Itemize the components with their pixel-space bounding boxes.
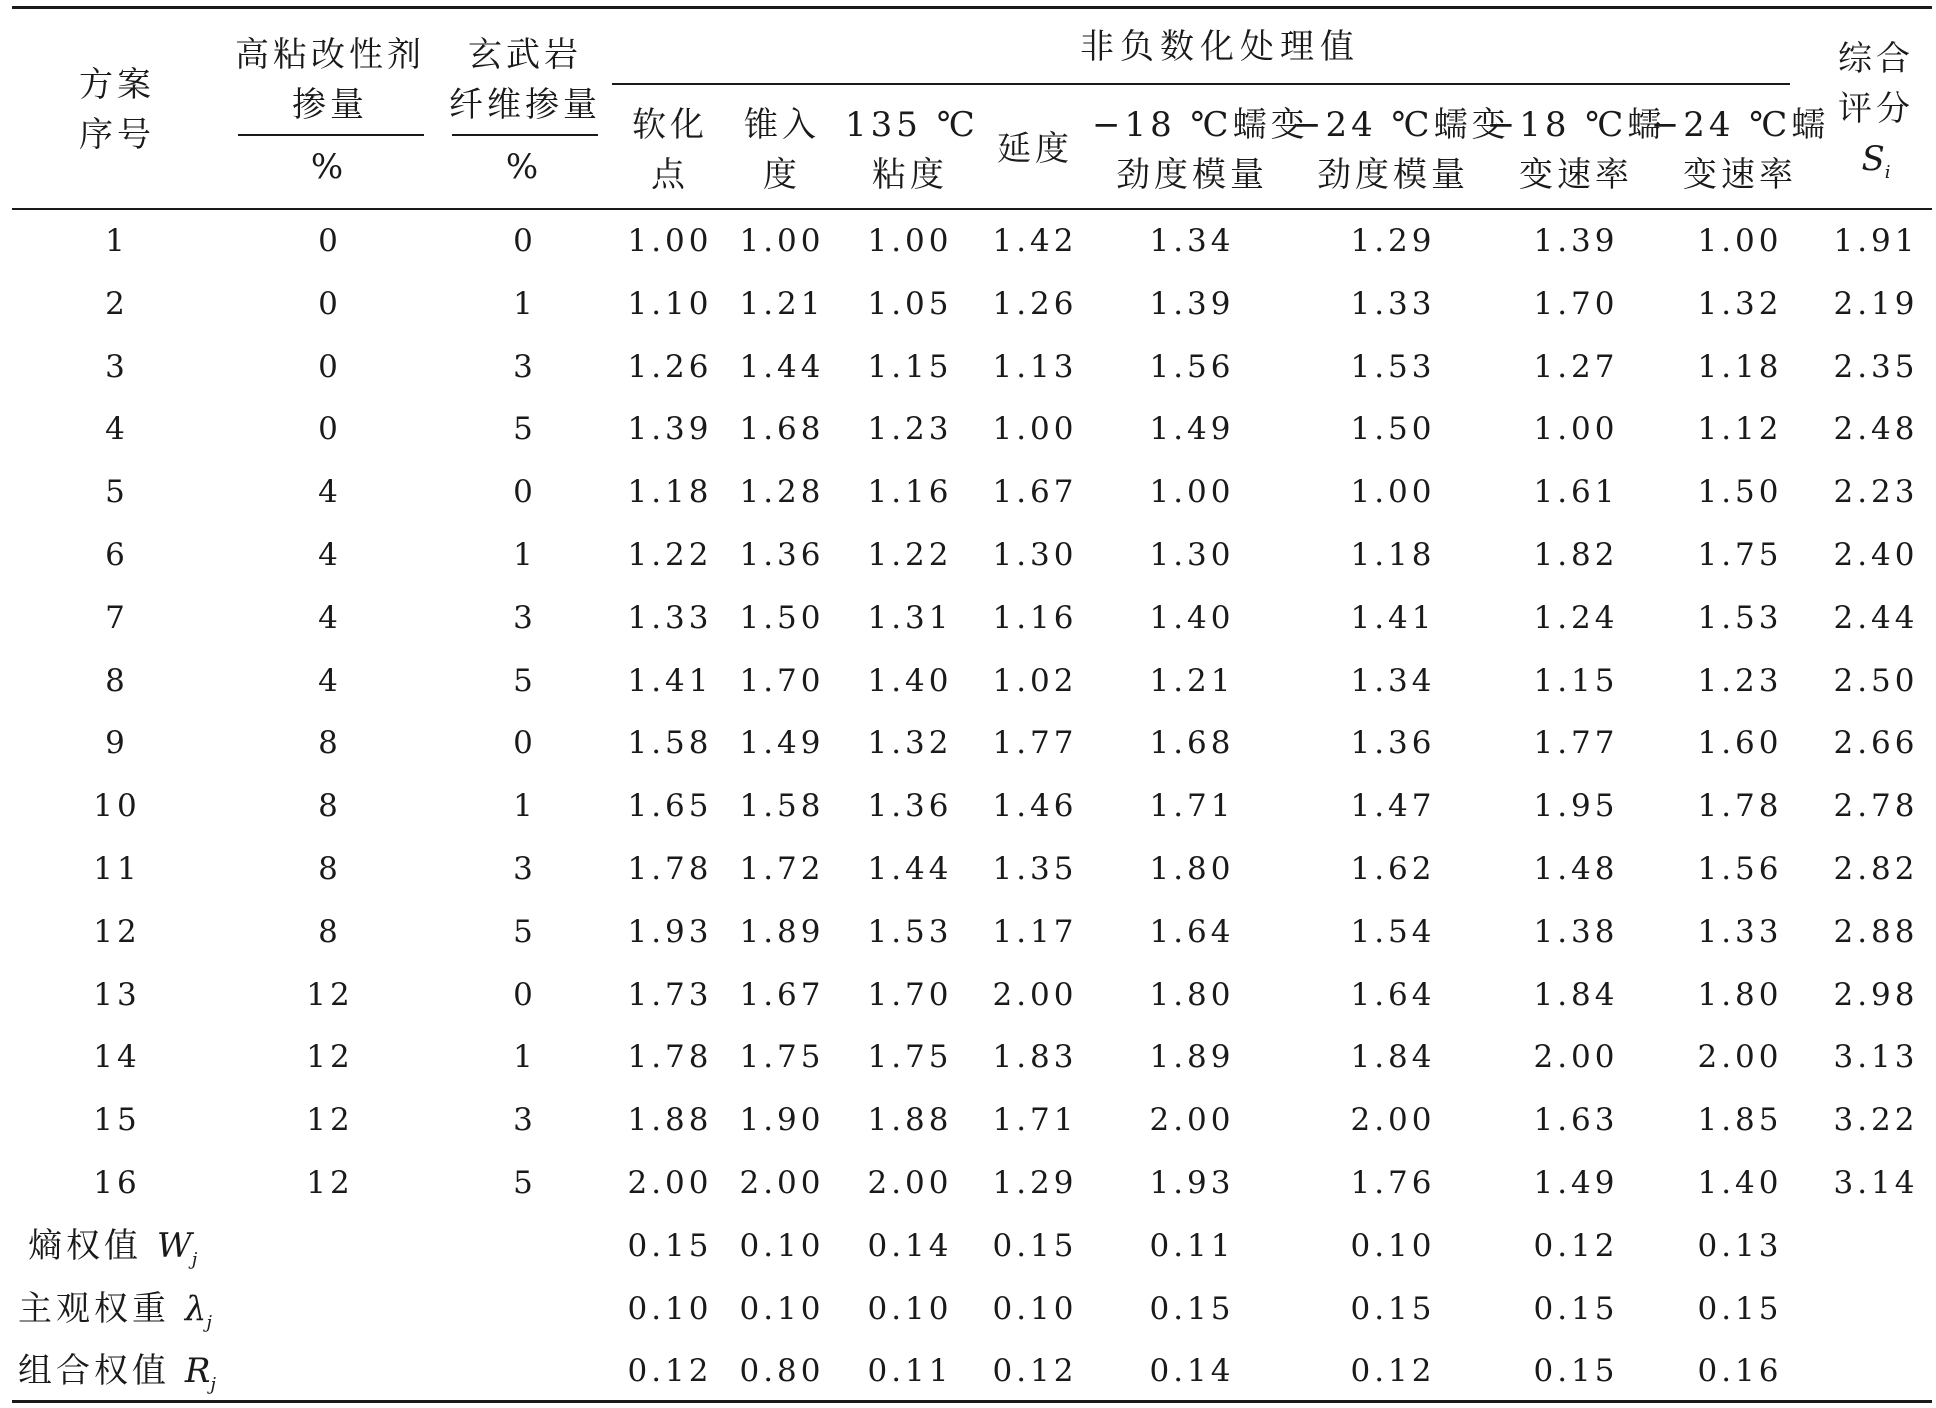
row-6-col-8: 1.30 bbox=[1149, 537, 1235, 573]
row-9-col-5: 1.49 bbox=[739, 725, 825, 762]
row-1-col-10: 1.39 bbox=[1533, 223, 1619, 259]
row-8-col-5: 1.70 bbox=[739, 662, 825, 699]
row-9-col-3: 0 bbox=[513, 725, 537, 762]
row-9-col-11: 1.60 bbox=[1697, 725, 1783, 762]
row-16-col-1: 16 bbox=[93, 1165, 141, 1201]
row-2-col-9: 1.33 bbox=[1350, 285, 1436, 322]
row-1-col-3: 0 bbox=[513, 223, 537, 259]
row-5-col-6: 1.16 bbox=[867, 474, 953, 511]
row-11-col-11: 1.56 bbox=[1697, 851, 1783, 887]
row-8-col-1: 8 bbox=[105, 662, 129, 699]
row-15-col-8: 2.00 bbox=[1149, 1102, 1235, 1139]
row-10-col-7: 1.46 bbox=[992, 788, 1078, 825]
row-11-col-12: 2.82 bbox=[1833, 851, 1919, 887]
row-1-col-1: 1 bbox=[105, 223, 129, 259]
row-16-col-6: 2.00 bbox=[867, 1165, 953, 1201]
header-fiber bbox=[435, 30, 615, 130]
row-5-col-2: 4 bbox=[318, 474, 342, 511]
row-10-col-1: 10 bbox=[93, 788, 141, 825]
row-14-col-5: 1.75 bbox=[739, 1039, 825, 1076]
weight-1-col-5: 0.11 bbox=[1149, 1227, 1235, 1264]
row-10-col-9: 1.47 bbox=[1350, 788, 1436, 825]
row-15-col-11: 1.85 bbox=[1697, 1102, 1783, 1139]
header-col-5-line-2: 劲度模量 bbox=[1116, 155, 1268, 195]
row-1-col-7: 1.42 bbox=[992, 223, 1078, 259]
row-4-col-9: 1.50 bbox=[1350, 411, 1436, 448]
row-12-col-12: 2.88 bbox=[1833, 913, 1919, 950]
top-rule bbox=[12, 6, 1932, 9]
row-3-col-8: 1.56 bbox=[1149, 348, 1235, 385]
weight-1-col-6: 0.10 bbox=[1350, 1227, 1436, 1264]
row-3-col-2: 0 bbox=[318, 348, 342, 385]
row-9-col-4: 1.58 bbox=[627, 725, 713, 762]
row-13-col-8: 1.80 bbox=[1149, 976, 1235, 1013]
row-4-col-11: 1.12 bbox=[1697, 411, 1783, 448]
row-13-col-7: 2.00 bbox=[992, 976, 1078, 1013]
weight-3-col-3: 0.11 bbox=[867, 1353, 953, 1390]
weight-2-col-5: 0.15 bbox=[1149, 1290, 1235, 1327]
row-7-col-5: 1.50 bbox=[739, 599, 825, 636]
row-5-col-3: 0 bbox=[513, 474, 537, 511]
row-13-col-10: 1.84 bbox=[1533, 976, 1619, 1013]
row-13-col-9: 1.64 bbox=[1350, 976, 1436, 1013]
row-3-col-11: 1.18 bbox=[1697, 348, 1783, 385]
row-3-col-4: 1.26 bbox=[627, 348, 713, 385]
row-4-col-1: 4 bbox=[105, 411, 129, 448]
weight-3-col-2: 0.80 bbox=[739, 1353, 825, 1390]
header-scheme-line-2: 序号 bbox=[79, 115, 155, 155]
row-2-col-12: 2.19 bbox=[1833, 285, 1919, 322]
row-16-col-10: 1.49 bbox=[1533, 1165, 1619, 1201]
row-10-col-12: 2.78 bbox=[1833, 788, 1919, 825]
row-10-col-4: 1.65 bbox=[627, 788, 713, 825]
row-12-col-11: 1.33 bbox=[1697, 913, 1783, 950]
row-2-col-8: 1.39 bbox=[1149, 285, 1235, 322]
row-9-col-12: 2.66 bbox=[1833, 725, 1919, 762]
row-16-col-11: 1.40 bbox=[1697, 1165, 1783, 1201]
header-col-6 bbox=[1293, 100, 1510, 200]
bottom-rule bbox=[12, 1400, 1932, 1403]
weight-1-col-2: 0.10 bbox=[739, 1227, 825, 1264]
header-col-3 bbox=[845, 100, 979, 200]
row-11-col-2: 8 bbox=[318, 851, 342, 887]
header-col-1-line-1: 软化 bbox=[632, 105, 708, 145]
row-3-col-10: 1.27 bbox=[1533, 348, 1619, 385]
row-10-col-11: 1.78 bbox=[1697, 788, 1783, 825]
row-7-col-11: 1.53 bbox=[1697, 599, 1783, 636]
header-col-7-line-2: 变速率 bbox=[1519, 155, 1633, 195]
header-modifier-line-1: 高粘改性剂 bbox=[235, 35, 425, 75]
row-11-col-1: 11 bbox=[93, 851, 141, 887]
weight-2-col-7: 0.15 bbox=[1533, 1290, 1619, 1327]
row-5-col-8: 1.00 bbox=[1149, 474, 1235, 511]
row-6-col-3: 1 bbox=[513, 537, 537, 573]
row-16-col-5: 2.00 bbox=[739, 1165, 825, 1201]
row-6-col-9: 1.18 bbox=[1350, 537, 1436, 573]
weight-2-col-3: 0.10 bbox=[867, 1290, 953, 1327]
row-15-col-5: 1.90 bbox=[739, 1102, 825, 1139]
row-3-col-7: 1.13 bbox=[992, 348, 1078, 385]
row-2-col-1: 2 bbox=[105, 285, 129, 322]
weight-3-col-5: 0.14 bbox=[1149, 1353, 1235, 1390]
row-8-col-7: 1.02 bbox=[992, 662, 1078, 699]
row-3-col-1: 3 bbox=[105, 348, 129, 385]
header-col-4-line-1: 延度 bbox=[997, 129, 1073, 169]
row-3-col-9: 1.53 bbox=[1350, 348, 1436, 385]
row-2-col-4: 1.10 bbox=[627, 285, 713, 322]
row-14-col-9: 1.84 bbox=[1350, 1039, 1436, 1076]
row-7-col-4: 1.33 bbox=[627, 599, 713, 636]
row-1-col-2: 0 bbox=[318, 223, 342, 259]
row-9-col-6: 1.32 bbox=[867, 725, 953, 762]
row-12-col-4: 1.93 bbox=[627, 913, 713, 950]
weight-3-col-1: 0.12 bbox=[627, 1353, 713, 1390]
header-fiber-line-1: 玄武岩 bbox=[468, 35, 582, 75]
row-4-col-2: 0 bbox=[318, 411, 342, 448]
row-8-col-11: 1.23 bbox=[1697, 662, 1783, 699]
row-7-col-2: 4 bbox=[318, 599, 342, 636]
row-16-col-12: 3.14 bbox=[1833, 1165, 1919, 1201]
row-7-col-8: 1.40 bbox=[1149, 599, 1235, 636]
row-5-col-4: 1.18 bbox=[627, 474, 713, 511]
row-12-col-3: 5 bbox=[513, 913, 537, 950]
row-9-col-2: 8 bbox=[318, 725, 342, 762]
row-1-col-5: 1.00 bbox=[739, 223, 825, 259]
row-9-col-7: 1.77 bbox=[992, 725, 1078, 762]
row-13-col-5: 1.67 bbox=[739, 976, 825, 1013]
row-8-col-2: 4 bbox=[318, 662, 342, 699]
header-modifier-unit: % bbox=[310, 147, 350, 187]
row-8-col-4: 1.41 bbox=[627, 662, 713, 699]
row-3-col-5: 1.44 bbox=[739, 348, 825, 385]
row-3-col-12: 2.35 bbox=[1833, 348, 1919, 385]
row-14-col-6: 1.75 bbox=[867, 1039, 953, 1076]
row-16-col-8: 1.93 bbox=[1149, 1165, 1235, 1201]
row-12-col-5: 1.89 bbox=[739, 913, 825, 950]
row-11-col-6: 1.44 bbox=[867, 851, 953, 887]
row-10-col-8: 1.71 bbox=[1149, 788, 1235, 825]
row-6-col-7: 1.30 bbox=[992, 537, 1078, 573]
row-12-col-6: 1.53 bbox=[867, 913, 953, 950]
header-scheme bbox=[47, 60, 187, 160]
weight-1-col-4: 0.15 bbox=[992, 1227, 1078, 1264]
row-4-col-3: 5 bbox=[513, 411, 537, 448]
row-15-col-9: 2.00 bbox=[1350, 1102, 1436, 1139]
header-modifier bbox=[230, 30, 430, 130]
row-16-col-9: 1.76 bbox=[1350, 1165, 1436, 1201]
weight-1-col-8: 0.13 bbox=[1697, 1227, 1783, 1264]
row-1-col-6: 1.00 bbox=[867, 223, 953, 259]
row-5-col-11: 1.50 bbox=[1697, 474, 1783, 511]
row-1-col-11: 1.00 bbox=[1697, 223, 1783, 259]
row-11-col-9: 1.62 bbox=[1350, 851, 1436, 887]
header-score-line-2: 评分 bbox=[1838, 89, 1914, 129]
row-7-col-1: 7 bbox=[105, 599, 129, 636]
row-13-col-6: 1.70 bbox=[867, 976, 953, 1013]
row-4-col-7: 1.00 bbox=[992, 411, 1078, 448]
row-7-col-10: 1.24 bbox=[1533, 599, 1619, 636]
row-6-col-11: 1.75 bbox=[1697, 537, 1783, 573]
fiber-unit-rule bbox=[452, 134, 598, 136]
group-underline bbox=[612, 83, 1790, 85]
row-8-col-6: 1.40 bbox=[867, 662, 953, 699]
weight-2-col-8: 0.15 bbox=[1697, 1290, 1783, 1327]
row-8-col-3: 5 bbox=[513, 662, 537, 699]
row-5-col-5: 1.28 bbox=[739, 474, 825, 511]
row-13-col-4: 1.73 bbox=[627, 976, 713, 1013]
row-15-col-2: 12 bbox=[306, 1102, 354, 1139]
header-col-2-line-1: 锥入 bbox=[744, 105, 820, 145]
weight-3-col-7: 0.15 bbox=[1533, 1353, 1619, 1390]
row-10-col-3: 1 bbox=[513, 788, 537, 825]
header-col-3-line-2: 粘度 bbox=[872, 155, 948, 195]
row-7-col-7: 1.16 bbox=[992, 599, 1078, 636]
header-col-1-line-2: 点 bbox=[651, 155, 689, 195]
row-5-col-7: 1.67 bbox=[992, 474, 1078, 511]
header-scheme-line-1: 方案 bbox=[79, 65, 155, 105]
row-11-col-5: 1.72 bbox=[739, 851, 825, 887]
weight-1-col-7: 0.12 bbox=[1533, 1227, 1619, 1264]
header-col-1 bbox=[605, 100, 735, 200]
row-8-col-9: 1.34 bbox=[1350, 662, 1436, 699]
row-14-col-2: 12 bbox=[306, 1039, 354, 1076]
header-modifier-line-2: 掺量 bbox=[292, 85, 368, 125]
row-11-col-4: 1.78 bbox=[627, 851, 713, 887]
row-14-col-11: 2.00 bbox=[1697, 1039, 1783, 1076]
weight-1-col-3: 0.14 bbox=[867, 1227, 953, 1264]
row-2-col-7: 1.26 bbox=[992, 285, 1078, 322]
row-2-col-6: 1.05 bbox=[867, 285, 953, 322]
row-5-col-9: 1.00 bbox=[1350, 474, 1436, 511]
row-16-col-4: 2.00 bbox=[627, 1165, 713, 1201]
row-3-col-3: 3 bbox=[513, 348, 537, 385]
row-12-col-10: 1.38 bbox=[1533, 913, 1619, 950]
weight-2-col-2: 0.10 bbox=[739, 1290, 825, 1327]
header-col-5 bbox=[1092, 100, 1309, 200]
row-13-col-3: 0 bbox=[513, 976, 537, 1013]
row-2-col-5: 1.21 bbox=[739, 285, 825, 322]
row-10-col-2: 8 bbox=[318, 788, 342, 825]
row-9-col-10: 1.77 bbox=[1533, 725, 1619, 762]
row-1-col-12: 1.91 bbox=[1833, 223, 1919, 259]
header-col-2 bbox=[717, 100, 847, 200]
header-col-2-line-2: 度 bbox=[763, 155, 801, 195]
header-col-5-line-1: −18 ℃蠕变 bbox=[1092, 105, 1309, 145]
row-14-col-7: 1.83 bbox=[992, 1039, 1078, 1076]
header-fiber-line-2: 纤维掺量 bbox=[449, 85, 601, 125]
row-6-col-12: 2.40 bbox=[1833, 537, 1919, 573]
row-9-col-9: 1.36 bbox=[1350, 725, 1436, 762]
row-14-col-3: 1 bbox=[513, 1039, 537, 1076]
row-10-col-6: 1.36 bbox=[867, 788, 953, 825]
row-6-col-6: 1.22 bbox=[867, 537, 953, 573]
row-11-col-8: 1.80 bbox=[1149, 851, 1235, 887]
row-3-col-6: 1.15 bbox=[867, 348, 953, 385]
header-group: 非负数化处理值 bbox=[1080, 27, 1360, 67]
row-14-col-12: 3.13 bbox=[1833, 1039, 1919, 1076]
header-score-symbol: $S_i$ bbox=[1861, 139, 1891, 183]
header-col-8 bbox=[1640, 100, 1840, 200]
row-5-col-10: 1.61 bbox=[1533, 474, 1619, 511]
row-15-col-3: 3 bbox=[513, 1102, 537, 1139]
row-4-col-6: 1.23 bbox=[867, 411, 953, 448]
row-12-col-8: 1.64 bbox=[1149, 913, 1235, 950]
row-14-col-8: 1.89 bbox=[1149, 1039, 1235, 1076]
row-12-col-2: 8 bbox=[318, 913, 342, 950]
header-score-line-1: 综合 bbox=[1838, 39, 1914, 79]
row-7-col-3: 3 bbox=[513, 599, 537, 636]
row-12-col-7: 1.17 bbox=[992, 913, 1078, 950]
row-15-col-7: 1.71 bbox=[992, 1102, 1078, 1139]
row-11-col-3: 3 bbox=[513, 851, 537, 887]
header-col-8-line-2: 变速率 bbox=[1683, 155, 1797, 195]
row-8-col-12: 2.50 bbox=[1833, 662, 1919, 699]
row-7-col-6: 1.31 bbox=[867, 599, 953, 636]
row-16-col-3: 5 bbox=[513, 1165, 537, 1201]
weight-3-col-4: 0.12 bbox=[992, 1353, 1078, 1390]
header-fiber-unit: % bbox=[505, 147, 545, 187]
row-4-col-12: 2.48 bbox=[1833, 411, 1919, 448]
row-2-col-2: 0 bbox=[318, 285, 342, 322]
row-6-col-1: 6 bbox=[105, 537, 129, 573]
weight-3-col-6: 0.12 bbox=[1350, 1353, 1436, 1390]
row-6-col-4: 1.22 bbox=[627, 537, 713, 573]
row-14-col-1: 14 bbox=[93, 1039, 141, 1076]
modifier-unit-rule bbox=[238, 134, 424, 136]
row-13-col-1: 13 bbox=[93, 976, 141, 1013]
row-11-col-10: 1.48 bbox=[1533, 851, 1619, 887]
header-col-6-line-2: 劲度模量 bbox=[1317, 155, 1469, 195]
row-6-col-10: 1.82 bbox=[1533, 537, 1619, 573]
header-bottom-rule bbox=[12, 208, 1932, 210]
row-12-col-1: 12 bbox=[93, 913, 141, 950]
row-6-col-2: 4 bbox=[318, 537, 342, 573]
row-4-col-5: 1.68 bbox=[739, 411, 825, 448]
weight-2-col-4: 0.10 bbox=[992, 1290, 1078, 1327]
row-9-col-1: 9 bbox=[105, 725, 129, 762]
weight-2-col-6: 0.15 bbox=[1350, 1290, 1436, 1327]
row-1-col-4: 1.00 bbox=[627, 223, 713, 259]
weight-2-col-1: 0.10 bbox=[627, 1290, 713, 1327]
row-14-col-4: 1.78 bbox=[627, 1039, 713, 1076]
row-2-col-11: 1.32 bbox=[1697, 285, 1783, 322]
row-10-col-5: 1.58 bbox=[739, 788, 825, 825]
row-4-col-10: 1.00 bbox=[1533, 411, 1619, 448]
row-16-col-2: 12 bbox=[306, 1165, 354, 1201]
row-7-col-12: 2.44 bbox=[1833, 599, 1919, 636]
row-15-col-1: 15 bbox=[93, 1102, 141, 1139]
row-16-col-7: 1.29 bbox=[992, 1165, 1078, 1201]
row-14-col-10: 2.00 bbox=[1533, 1039, 1619, 1076]
header-col-8-line-1: −24 ℃蠕 bbox=[1650, 105, 1830, 145]
row-9-col-8: 1.68 bbox=[1149, 725, 1235, 762]
row-5-col-12: 2.23 bbox=[1833, 474, 1919, 511]
row-2-col-3: 1 bbox=[513, 285, 537, 322]
row-11-col-7: 1.35 bbox=[992, 851, 1078, 887]
row-8-col-8: 1.21 bbox=[1149, 662, 1235, 699]
header-col-6-line-1: −24 ℃蠕变 bbox=[1293, 105, 1510, 145]
row-2-col-10: 1.70 bbox=[1533, 285, 1619, 322]
row-13-col-2: 12 bbox=[306, 976, 354, 1013]
row-10-col-10: 1.95 bbox=[1533, 788, 1619, 825]
row-8-col-10: 1.15 bbox=[1533, 662, 1619, 699]
row-4-col-8: 1.49 bbox=[1149, 411, 1235, 448]
row-6-col-5: 1.36 bbox=[739, 537, 825, 573]
header-col-3-line-1: 135 ℃ bbox=[845, 105, 979, 145]
row-1-col-9: 1.29 bbox=[1350, 223, 1436, 259]
row-1-col-8: 1.34 bbox=[1149, 223, 1235, 259]
header-col-7-line-1: −18 ℃蠕 bbox=[1486, 105, 1666, 145]
row-13-col-12: 2.98 bbox=[1833, 976, 1919, 1013]
row-15-col-12: 3.22 bbox=[1833, 1102, 1919, 1139]
weight-label-1: 熵权值 $W_j$ bbox=[28, 1225, 198, 1270]
row-12-col-9: 1.54 bbox=[1350, 913, 1436, 950]
row-5-col-1: 5 bbox=[105, 474, 129, 511]
row-13-col-11: 1.80 bbox=[1697, 976, 1783, 1013]
row-15-col-6: 1.88 bbox=[867, 1102, 953, 1139]
weight-1-col-1: 0.15 bbox=[627, 1227, 713, 1264]
weight-label-3: 组合权值 $R_j$ bbox=[18, 1351, 217, 1396]
row-7-col-9: 1.41 bbox=[1350, 599, 1436, 636]
weight-3-col-8: 0.16 bbox=[1697, 1353, 1783, 1390]
weight-label-2: 主观权重 $\lambda_j$ bbox=[18, 1288, 212, 1333]
row-15-col-10: 1.63 bbox=[1533, 1102, 1619, 1139]
header-col-4 bbox=[970, 124, 1100, 174]
row-4-col-4: 1.39 bbox=[627, 411, 713, 448]
row-15-col-4: 1.88 bbox=[627, 1102, 713, 1139]
